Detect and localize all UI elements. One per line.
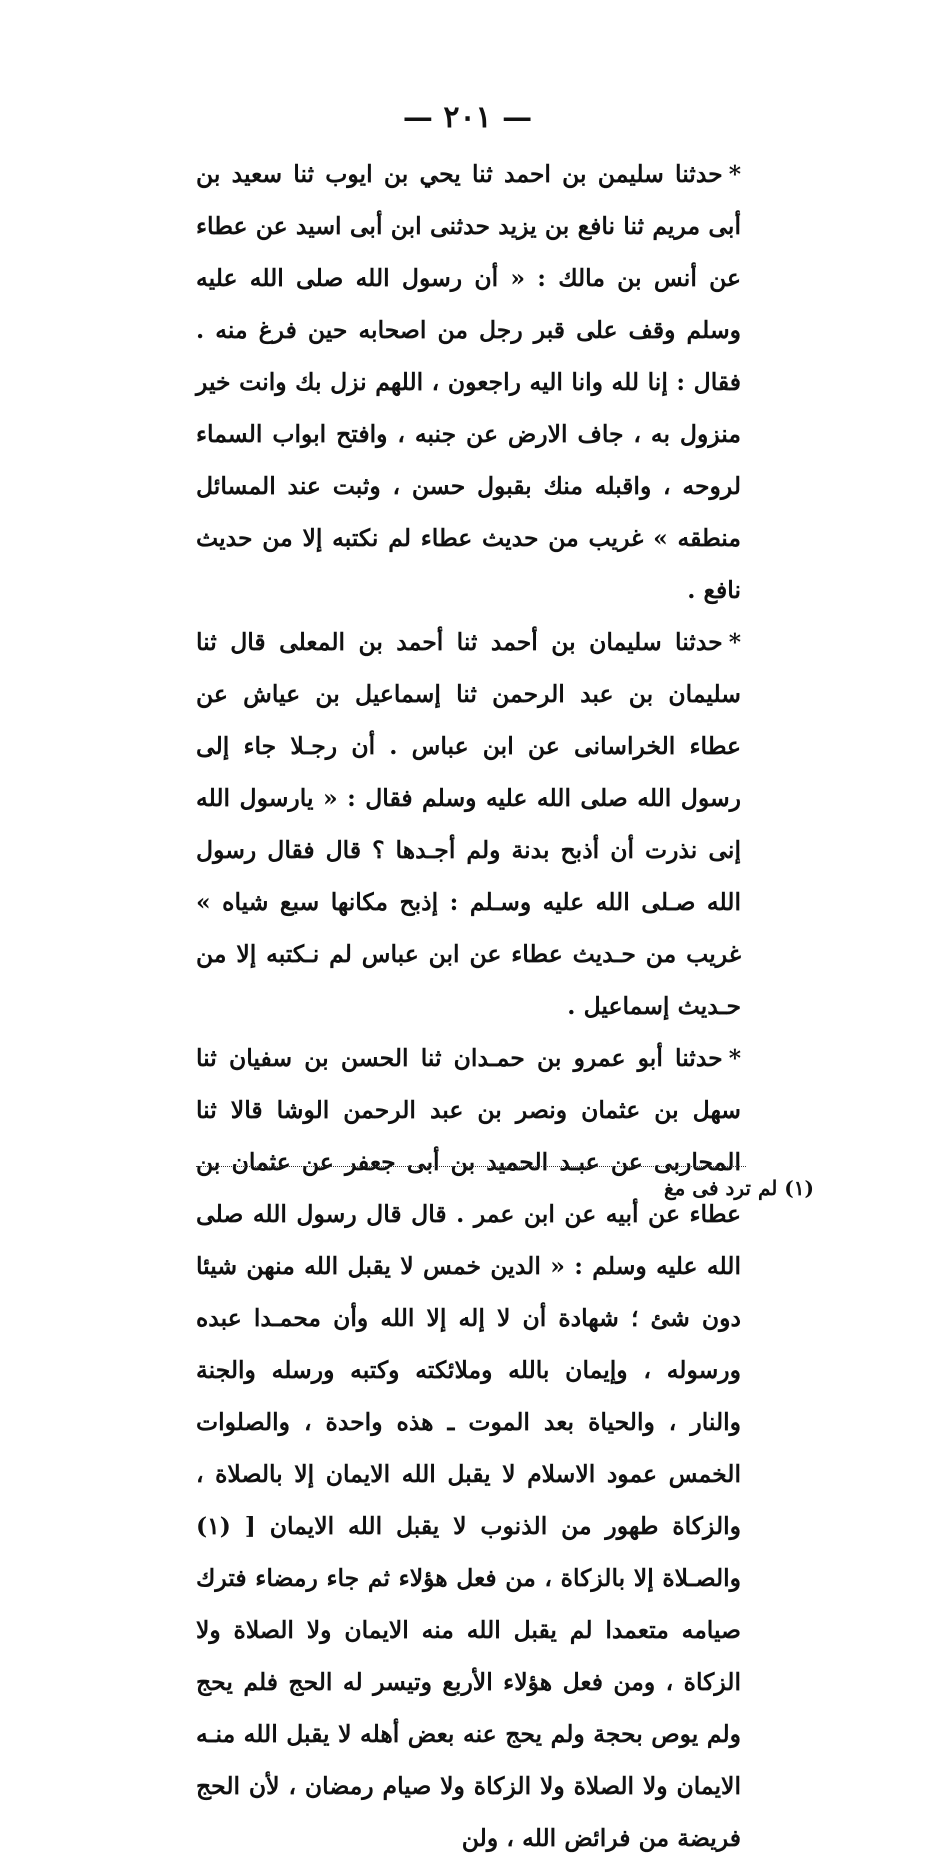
paragraph-marker: *	[728, 1044, 741, 1072]
paragraph-2	[196, 616, 741, 1032]
paragraph-1	[196, 148, 741, 616]
paragraph-text: حدثنا سليمن بن احمد ثنا يحي بن ايوب ثنا سعيد بن أبى مريم ثنا نافع بن يزيد حدثنى ابن أبى اسيد عن عطاء عن أنس بن مالك : « أن رسول الله صلى الله عليه وسلم وقف على قبر رجل من اصحابه حين فرغ منه . فقال : إنا لله وانا اليه راجعون ، اللهم نزل بك وانت خير منزول به ، جاف الارض عن جنبه ، وافتح ابواب السماء لروحه ، واقبله منك بقبول حسن ، وثبت عند المسائل منطقه » غريب من حديث عطاء لم نكتبه إلا من حديث نافع .	[196, 160, 741, 604]
paragraph-marker: *	[728, 160, 741, 188]
page-number: — ٢٠١ —	[402, 100, 533, 135]
body-text	[196, 148, 741, 1864]
paragraph-marker: *	[728, 628, 741, 656]
paragraph-text: حدثنا أبو عمرو بن حمـدان ثنا الحسن بن سفيان ثنا سهل بن عثمان ونصر بن عبد الرحمن الوشا قالا ثنا المحاربى عن عبـد الحميد بن أبى جعفر عن عثمان بن عطاء عن أبيه عن ابن عمر . قال قال رسول الله صلى الله عليه وسلم : « الدين خمس لا يقبل الله منهن شيئا دون شئ ؛ شهادة أن لا إله إلا الله وأن محمـدا عبده ورسوله ، وإيمان بالله وملائكته وكتبه ورسله والجنة والنار ، والحياة بعد الموت ـ هذه واحدة ، والصلوات الخمس عمود الاسلام لا يقبل الله الايمان إلا بالصلاة ، والزكاة طهور من الذنوب لا يقبل الله الايمان [ (١) والصـلاة إلا بالزكاة ، من فعل هؤلاء ثم جاء رمضاء فترك صيامه متعمدا لم يقبل الله منه الايمان ولا الصلاة ولا الزكاة ، ومن فعل هؤلاء الأربع وتيسر له الحج فلم يحج ولم يوص بحجة ولم يحج عنه بعض أهله لا يقبل الله منـه الايمان ولا الصلاة ولا الزكاة ولا صيام رمضان ، لأن الحج فريضة من فرائض الله ، ولن	[196, 1044, 741, 1852]
paragraph-3	[196, 1032, 741, 1864]
footnote: (١) لم ترد فى مغ	[663, 1176, 814, 1200]
footnote-divider	[196, 1166, 746, 1167]
paragraph-text: حدثنا سليمان بن أحمد ثنا أحمد بن المعلى قال ثنا سليمان بن عبد الرحمن ثنا إسماعيل بن عياش عن عطاء الخراسانى عن ابن عباس . أن رجـلا جاء إلى رسول الله صلى الله عليه وسلم فقال : « يارسول الله إنى نذرت أن أذبح بدنة ولم أجـدها ؟ قال فقال رسول الله صـلى الله عليه وسـلم : إذبح مكانها سبع شياه » غريب من حـديث عطاء عن ابن عباس لم نـكتبه إلا من حـديث إسماعيل .	[196, 628, 741, 1020]
